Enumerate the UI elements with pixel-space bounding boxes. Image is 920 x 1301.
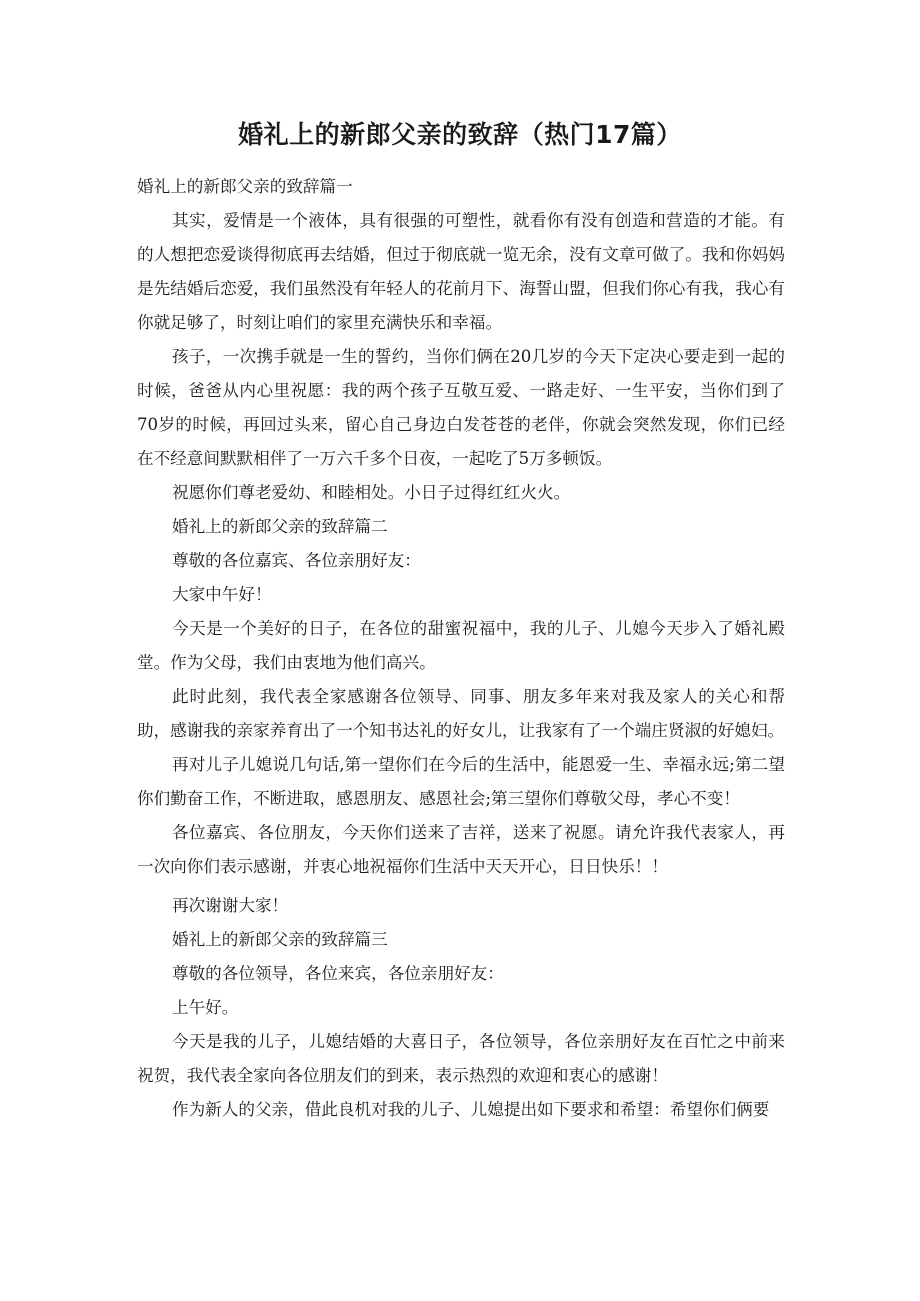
section-heading-1: 婚礼上的新郎父亲的致辞篇一 [137, 177, 353, 196]
document-title: 婚礼上的新郎父亲的致辞（热门17篇） [238, 120, 682, 149]
salutation: 尊敬的各位嘉宾、各位亲朋好友： [172, 551, 421, 570]
greeting: 大家中午好！ [172, 585, 272, 604]
section-heading-2: 婚礼上的新郎父亲的致辞篇二 [172, 517, 388, 536]
paragraph: 今天是我的儿子，儿媳结婚的大喜日子，各位领导，各位亲朋好友在百忙之中前来祝贺，我代表全家向各位朋友们的到来，表示热烈的欢迎和衷心的感谢！ [137, 1032, 785, 1085]
paragraph: 各位嘉宾、各位朋友，今天你们送来了吉祥，送来了祝愿。请允许我代表家人，再一次向你们表示感谢，并衷心地祝福你们生活中天天开心，日日快乐！！ [137, 823, 785, 876]
paragraph: 再对儿子儿媳说几句话,第一望你们在今后的生活中，能恩爱一生、幸福永远;第二望你们勤奋工作，不断进取，感恩朋友、感恩社会;第三望你们尊敬父母，孝心不变！ [137, 755, 785, 808]
paragraph: 祝愿你们尊老爱幼、和睦相处。小日子过得红红火火。 [172, 483, 571, 502]
greeting: 上午好。 [172, 998, 239, 1017]
closing-line: 再次谢谢大家！ [172, 896, 289, 915]
paragraph: 作为新人的父亲，借此良机对我的儿子、儿媳提出如下要求和希望：希望你们俩要 [172, 1100, 770, 1119]
document-body [137, 170, 785, 1127]
paragraph: 今天是一个美好的日子，在各位的甜蜜祝福中，我的儿子、儿媳今天步入了婚礼殿堂。作为父母，我们由衷地为他们高兴。 [137, 619, 785, 672]
paragraph: 其实，爱情是一个液体，具有很强的可塑性，就看你有没有创造和营造的才能。有的人想把恋爱谈得彻底再去结婚，但过于彻底就一览无余，没有文章可做了。我和你妈妈是先结婚后恋爱，我们虽然没有年轻人的花前月下、海誓山盟，但我们你心有我，我心有你就足够了，时刻让咱们的家里充满快乐和幸福。 [137, 211, 785, 332]
salutation: 尊敬的各位领导，各位来宾，各位亲朋好友： [172, 964, 504, 983]
paragraph: 孩子，一次携手就是一生的誓约，当你们俩在20几岁的今天下定决心要走到一起的时候，爸爸从内心里祝愿：我的两个孩子互敬互爱、一路走好、一生平安，当你们到了70岁的时候，再回过头来，留心自己身边白发苍苍的老伴，你就会突然发现，你们已经在不经意间默默相伴了一万六千多个日夜，一起吃了5万多顿饭。 [137, 347, 785, 468]
section-heading-3: 婚礼上的新郎父亲的致辞篇三 [172, 930, 388, 949]
paragraph: 此时此刻，我代表全家感谢各位领导、同事、朋友多年来对我及家人的关心和帮助，感谢我的亲家养育出了一个知书达礼的好女儿，让我家有了一个端庄贤淑的好媳妇。 [137, 687, 785, 740]
